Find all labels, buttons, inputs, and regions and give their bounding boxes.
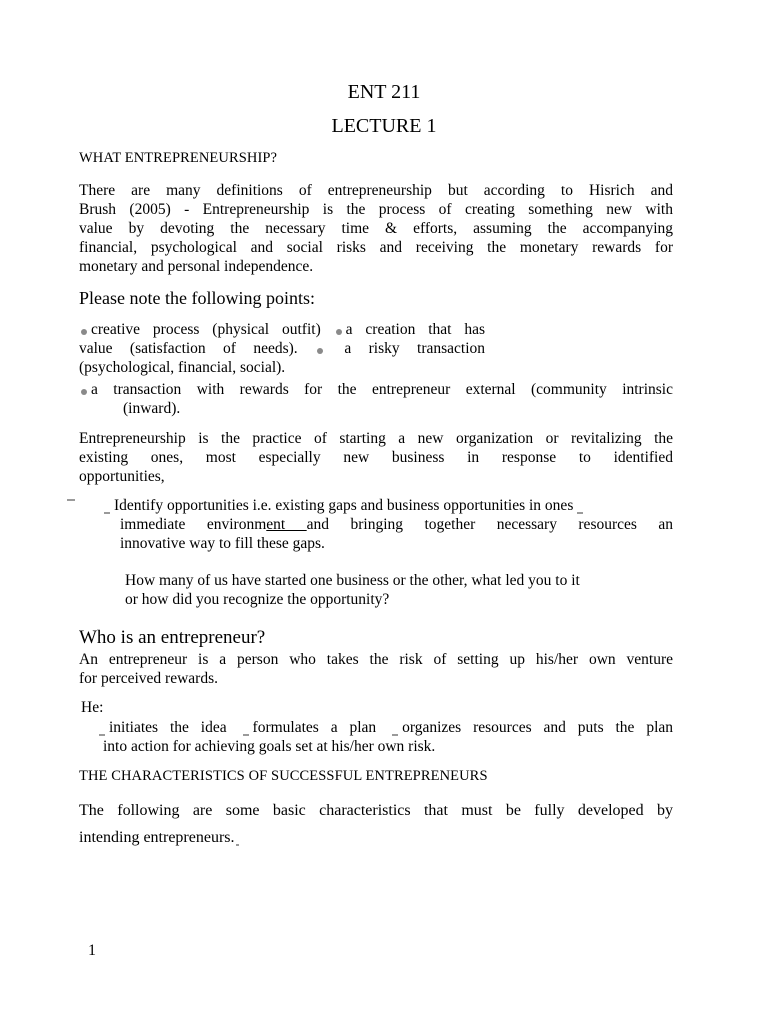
who-line-2: for perceived rewards. bbox=[79, 670, 218, 687]
bullet-icon bbox=[81, 389, 87, 395]
identify-text-underlined: ent bbox=[266, 516, 307, 533]
characteristics-text: intending entrepreneurs. bbox=[79, 829, 235, 846]
he-item: formulates a plan bbox=[252, 719, 377, 736]
point-text: a creation that has bbox=[345, 321, 485, 338]
points-line-5: (inward). bbox=[123, 400, 181, 417]
characteristics-line-2 bbox=[79, 824, 673, 851]
points-line-1 bbox=[79, 320, 485, 339]
bullet-icon bbox=[317, 348, 323, 354]
page-number: 1 bbox=[88, 942, 96, 959]
identify-line-2 bbox=[100, 515, 673, 534]
point-text: a transaction with rewards for the entrepreneur external (community intrinsic bbox=[91, 381, 673, 398]
he-item: organizes resources and puts the plan bbox=[402, 719, 674, 736]
bullet-mark-icon bbox=[243, 734, 249, 736]
bullet-mark-icon bbox=[392, 734, 398, 736]
definition-line: monetary and personal independence. bbox=[79, 258, 314, 275]
characteristics-line-1: The following are some basic characteristics that must be fully developed by bbox=[79, 802, 673, 819]
bullet-icon bbox=[336, 329, 342, 335]
lecture-title: LECTURE 1 bbox=[331, 115, 437, 137]
he-line-2: into action for achieving goals set at his/her own risk. bbox=[103, 738, 436, 755]
course-code-title: ENT 211 bbox=[347, 81, 421, 103]
mark-icon bbox=[236, 844, 239, 846]
identify-text: immediate environm bbox=[120, 516, 267, 533]
point-text: a risky transaction bbox=[344, 340, 486, 357]
he-list bbox=[99, 718, 673, 756]
bullet-mark-icon bbox=[99, 734, 105, 736]
identify-block bbox=[100, 496, 673, 553]
point-text: creative process (physical outfit) bbox=[91, 321, 321, 338]
characteristics-paragraph bbox=[79, 797, 673, 851]
definition-paragraph bbox=[79, 181, 673, 276]
identify-line-3: innovative way to fill these gaps. bbox=[120, 535, 325, 552]
question-line-2: or how did you recognize the opportunity? bbox=[125, 591, 390, 608]
who-heading: Who is an entrepreneur? bbox=[79, 627, 266, 648]
he-line-1 bbox=[99, 718, 673, 737]
identify-line-1 bbox=[100, 496, 673, 515]
section-heading-what: WHAT ENTREPRENEURSHIP? bbox=[79, 150, 278, 166]
point-text: value (satisfaction of needs). bbox=[79, 340, 298, 357]
practice-line: existing ones, most especially new business in response to identified bbox=[79, 449, 673, 466]
practice-line: Entrepreneurship is the practice of starting a new organization or revitalizing the bbox=[79, 430, 673, 447]
points-block bbox=[79, 320, 485, 377]
who-line-1: An entrepreneur is a person who takes the risk of setting up his/her own venture bbox=[79, 651, 673, 668]
bullet-icon bbox=[81, 329, 87, 335]
practice-paragraph bbox=[79, 429, 673, 486]
identify-text: and bringing together necessary resources an bbox=[306, 516, 674, 533]
practice-line: opportunities, bbox=[79, 468, 165, 485]
definition-line: Brush (2005) - Entrepreneurship is the process of creating something new with bbox=[79, 201, 673, 218]
points-block-2 bbox=[79, 380, 673, 418]
definition-line: There are many definitions of entrepreneurship but according to Hisrich and bbox=[79, 182, 673, 199]
bullet-mark-icon bbox=[104, 512, 110, 514]
he-item: initiates the idea bbox=[109, 719, 227, 736]
characteristics-heading: THE CHARACTERISTICS OF SUCCESSFUL ENTREPRENEURS bbox=[79, 768, 488, 784]
scan-mark-icon bbox=[67, 499, 75, 501]
identify-text: Identify opportunities i.e. existing gaps and business opportunities in ones bbox=[114, 497, 574, 514]
question-line-1: How many of us have started one business or the other, what led you to it bbox=[125, 572, 580, 589]
definition-line: value by devoting the necessary time & efforts, assuming the accompanying bbox=[79, 220, 673, 237]
who-paragraph bbox=[79, 650, 673, 688]
points-heading: Please note the following points: bbox=[79, 288, 315, 308]
points-line-4 bbox=[79, 380, 673, 399]
definition-line: financial, psychological and social risks and receiving the monetary rewards for bbox=[79, 239, 673, 256]
he-label: He: bbox=[81, 699, 104, 716]
question-block bbox=[125, 571, 673, 609]
points-line-3: (psychological, financial, social). bbox=[79, 359, 286, 376]
bullet-mark-icon bbox=[577, 512, 583, 514]
points-line-2 bbox=[79, 339, 485, 358]
